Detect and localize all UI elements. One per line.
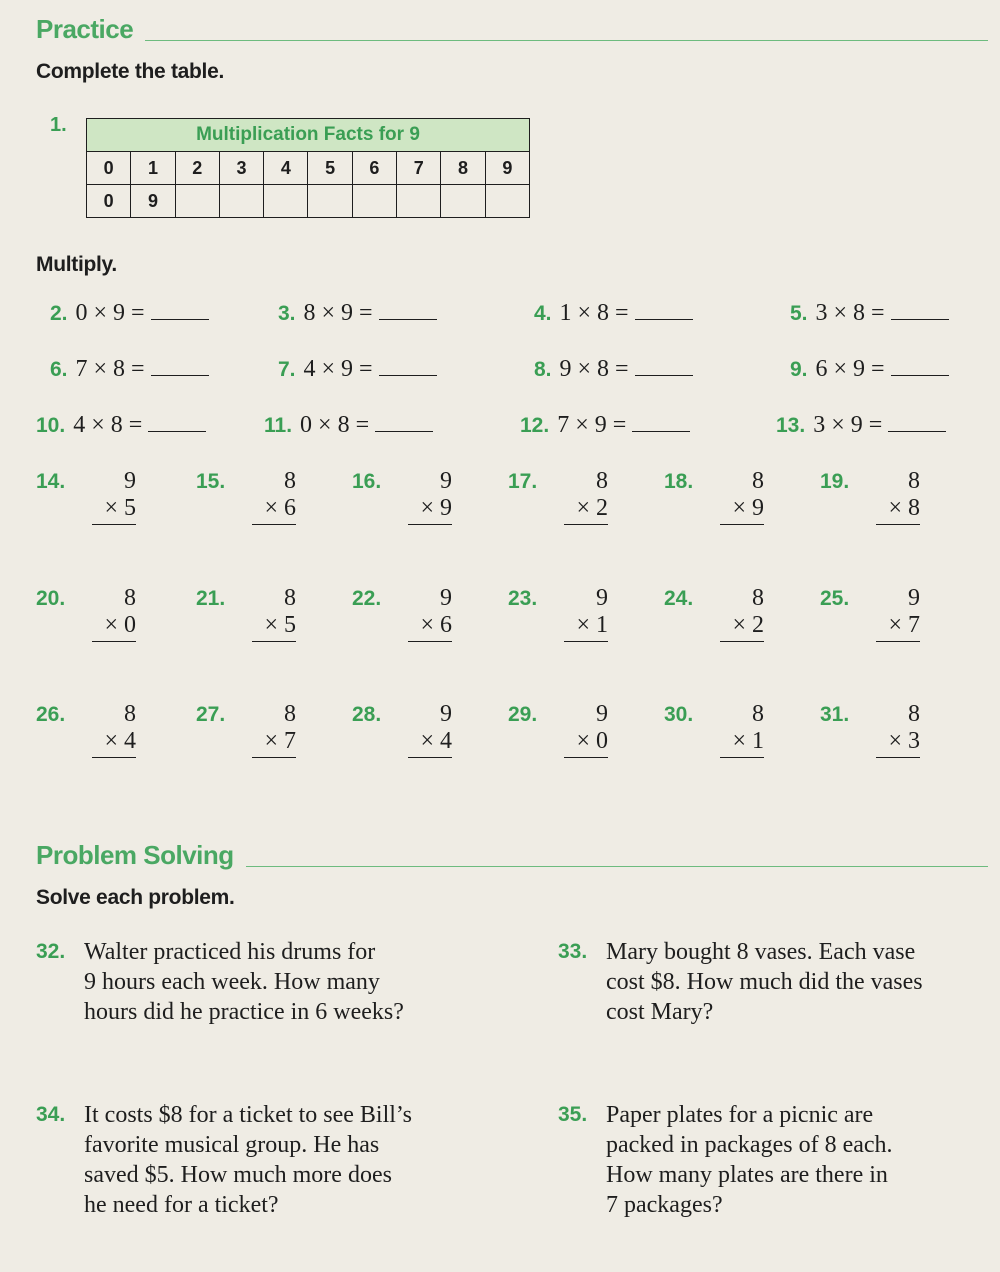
problem-number: 10. [36, 414, 66, 437]
bottom-factor: × 5 [252, 612, 296, 642]
practice-header [36, 14, 988, 45]
top-factor: 9 [596, 701, 608, 727]
bottom-factor: × 2 [564, 495, 608, 525]
problem-text-line: Mary bought 8 vases. Each vase [606, 939, 916, 965]
answer-blank[interactable] [632, 413, 690, 432]
problem-number: 35. [558, 1103, 588, 1126]
bottom-factor: × 2 [720, 612, 764, 642]
problem-number: 26. [36, 703, 66, 726]
problem-solving-header [36, 840, 988, 871]
vertical-problem [36, 468, 136, 538]
table-answer-blank[interactable] [308, 185, 352, 218]
problem-text-line: It costs $8 for a ticket to see Bill’s [84, 1102, 412, 1128]
vertical-problem [664, 585, 764, 655]
table-header-cell: 7 [397, 152, 441, 185]
problem-text-line: cost $8. How much did the vases [606, 969, 923, 995]
table-answer-blank[interactable] [352, 185, 396, 218]
horizontal-problem [50, 356, 209, 383]
vertical-problem [36, 701, 136, 771]
problem-number: 31. [820, 703, 850, 726]
problem-stack [720, 585, 764, 642]
problem-stack [720, 468, 764, 525]
table-answer-blank[interactable] [397, 185, 441, 218]
top-factor: 8 [596, 468, 608, 494]
table-answer-blank[interactable] [441, 185, 485, 218]
problem-number: 29. [508, 703, 538, 726]
table-answer-blank[interactable] [175, 185, 219, 218]
practice-rule [145, 40, 988, 41]
problem-text-line: 7 packages? [606, 1192, 723, 1218]
table-header-row [87, 152, 530, 185]
table-header-cell: 6 [352, 152, 396, 185]
problem-expression: 9 × 8 = [559, 356, 629, 382]
top-factor: 8 [284, 585, 296, 611]
problem-text-line: How many plates are there in [606, 1162, 888, 1188]
problem-stack [876, 585, 920, 642]
answer-blank[interactable] [148, 413, 206, 432]
bottom-factor: × 1 [564, 612, 608, 642]
problem-number: 13. [776, 414, 806, 437]
vertical-problem [664, 468, 764, 538]
problem-number: 34. [36, 1103, 66, 1126]
table-header-cell: 3 [219, 152, 263, 185]
multiplication-table [86, 118, 530, 218]
problem-stack [876, 701, 920, 758]
answer-blank[interactable] [151, 301, 209, 320]
table-header-cell: 8 [441, 152, 485, 185]
bottom-factor: × 0 [92, 612, 136, 642]
problem-stack [92, 468, 136, 525]
top-factor: 9 [596, 585, 608, 611]
table-answer-row [87, 185, 530, 218]
problem-number: 18. [664, 470, 694, 493]
vertical-problem [196, 585, 296, 655]
problem-number: 22. [352, 587, 382, 610]
problem-text-line: 9 hours each week. How many [84, 969, 380, 995]
practice-title: Practice [36, 14, 134, 44]
vertical-problem [352, 701, 452, 771]
problem-number: 12. [520, 414, 550, 437]
answer-blank[interactable] [891, 301, 949, 320]
problem-expression: 3 × 9 = [813, 412, 883, 438]
table-header-cell: 4 [264, 152, 308, 185]
problem-expression: 0 × 8 = [300, 412, 370, 438]
vertical-problem [196, 701, 296, 771]
problem-text [84, 937, 496, 1027]
problem-number: 32. [36, 940, 66, 963]
top-factor: 8 [284, 468, 296, 494]
problem-text-line: Paper plates for a picnic are [606, 1102, 874, 1128]
table-answer-blank[interactable] [219, 185, 263, 218]
table-answer-cell: 0 [87, 185, 131, 218]
bottom-factor: × 9 [720, 495, 764, 525]
top-factor: 9 [440, 701, 452, 727]
problem-text-line: packed in packages of 8 each. [606, 1132, 893, 1158]
problem-text-line: Walter practiced his drums for [84, 939, 376, 965]
problem-stack [408, 468, 452, 525]
horizontal-problem [264, 412, 433, 439]
vertical-problem [820, 585, 920, 655]
vertical-problem [820, 468, 920, 538]
bottom-factor: × 1 [720, 728, 764, 758]
word-problem [558, 1100, 994, 1220]
bottom-factor: × 6 [408, 612, 452, 642]
table-header-cell: 9 [485, 152, 529, 185]
problem-number: 9. [790, 358, 808, 381]
answer-blank[interactable] [375, 413, 433, 432]
problem-number: 8. [534, 358, 552, 381]
answer-blank[interactable] [635, 357, 693, 376]
bottom-factor: × 8 [876, 495, 920, 525]
problem-stack [92, 585, 136, 642]
vertical-problem [508, 585, 608, 655]
top-factor: 8 [908, 468, 920, 494]
problem-stack [252, 701, 296, 758]
bottom-factor: × 7 [876, 612, 920, 642]
vertical-problem [508, 701, 608, 771]
horizontal-problem [520, 412, 690, 439]
problem-expression: 3 × 8 = [815, 300, 885, 326]
multiply-label: Multiply. [36, 253, 117, 276]
problem-text-line: saved $5. How much more does [84, 1162, 392, 1188]
answer-blank[interactable] [888, 413, 946, 432]
top-factor: 8 [752, 701, 764, 727]
vertical-problem [664, 701, 764, 771]
problem-expression: 1 × 8 = [559, 300, 629, 326]
problem-text-line: cost Mary? [606, 999, 714, 1025]
top-factor: 9 [124, 468, 136, 494]
bottom-factor: × 4 [408, 728, 452, 758]
vertical-problem [352, 585, 452, 655]
word-problem [36, 937, 496, 1027]
top-factor: 8 [752, 585, 764, 611]
problem-number: 1. [50, 114, 67, 136]
problem-number: 28. [352, 703, 382, 726]
problem-number: 27. [196, 703, 226, 726]
horizontal-problem [790, 356, 949, 383]
problem-text [606, 1100, 994, 1220]
practice-instruction: Complete the table. [36, 60, 224, 83]
top-factor: 8 [124, 701, 136, 727]
bottom-factor: × 5 [92, 495, 136, 525]
problem-stack [564, 701, 608, 758]
horizontal-problem [776, 412, 946, 439]
vertical-problem [352, 468, 452, 538]
bottom-factor: × 0 [564, 728, 608, 758]
problem-expression: 8 × 9 = [303, 300, 373, 326]
horizontal-problem [50, 300, 209, 327]
problem-solving-instruction: Solve each problem. [36, 886, 235, 909]
word-problem [558, 937, 994, 1027]
vertical-problem [820, 701, 920, 771]
problem-expression: 6 × 9 = [815, 356, 885, 382]
problem-number: 20. [36, 587, 66, 610]
problem-expression: 4 × 9 = [303, 356, 373, 382]
answer-blank[interactable] [379, 357, 437, 376]
top-factor: 8 [284, 701, 296, 727]
table-header-cell: 2 [175, 152, 219, 185]
word-problem [36, 1100, 496, 1220]
horizontal-problem [534, 356, 693, 383]
table-header-cell: 0 [87, 152, 131, 185]
horizontal-problem [790, 300, 949, 327]
problem-number: 7. [278, 358, 296, 381]
problem-stack [408, 585, 452, 642]
problem-stack [720, 701, 764, 758]
problem-expression: 7 × 8 = [75, 356, 145, 382]
problem-stack [252, 468, 296, 525]
problem-number: 23. [508, 587, 538, 610]
problem-number: 5. [790, 302, 808, 325]
vertical-problem [196, 468, 296, 538]
problem-text [606, 937, 994, 1027]
problem-stack [564, 585, 608, 642]
problem-number: 19. [820, 470, 850, 493]
problem-stack [564, 468, 608, 525]
problem-number: 21. [196, 587, 226, 610]
problem-expression: 4 × 8 = [73, 412, 143, 438]
answer-blank[interactable] [891, 357, 949, 376]
bottom-factor: × 9 [408, 495, 452, 525]
top-factor: 8 [752, 468, 764, 494]
problem-number: 2. [50, 302, 68, 325]
top-factor: 8 [908, 701, 920, 727]
problem-number: 3. [278, 302, 296, 325]
problem-text-line: favorite musical group. He has [84, 1132, 380, 1158]
problem-solving-title: Problem Solving [36, 840, 234, 870]
problem-text [84, 1100, 496, 1220]
problem-text-line: he need for a ticket? [84, 1192, 279, 1218]
horizontal-problem [36, 412, 206, 439]
problem-number: 16. [352, 470, 382, 493]
vertical-problem [36, 585, 136, 655]
problem-expression: 0 × 9 = [75, 300, 145, 326]
problem-solving-rule [246, 866, 988, 867]
horizontal-problem [278, 356, 437, 383]
problem-number: 4. [534, 302, 552, 325]
table-header-cell: 1 [131, 152, 175, 185]
vertical-problem [508, 468, 608, 538]
problem-number: 15. [196, 470, 226, 493]
answer-blank[interactable] [379, 301, 437, 320]
bottom-factor: × 7 [252, 728, 296, 758]
bottom-factor: × 4 [92, 728, 136, 758]
answer-blank[interactable] [151, 357, 209, 376]
problem-text-line: hours did he practice in 6 weeks? [84, 999, 404, 1025]
answer-blank[interactable] [635, 301, 693, 320]
problem-number: 6. [50, 358, 68, 381]
problem-number: 33. [558, 940, 588, 963]
top-factor: 9 [908, 585, 920, 611]
problem-expression: 7 × 9 = [557, 412, 627, 438]
problem-stack [876, 468, 920, 525]
problem-stack [252, 585, 296, 642]
problem-number: 25. [820, 587, 850, 610]
bottom-factor: × 3 [876, 728, 920, 758]
problem-number: 24. [664, 587, 694, 610]
problem-number: 17. [508, 470, 538, 493]
problem-number: 14. [36, 470, 66, 493]
table-answer-cell: 9 [131, 185, 175, 218]
table-header-cell: 5 [308, 152, 352, 185]
table-caption: Multiplication Facts for 9 [87, 119, 530, 152]
top-factor: 9 [440, 585, 452, 611]
problem-stack [408, 701, 452, 758]
top-factor: 9 [440, 468, 452, 494]
horizontal-problem [534, 300, 693, 327]
problem-number: 11. [264, 414, 293, 437]
table-answer-blank[interactable] [485, 185, 529, 218]
top-factor: 8 [124, 585, 136, 611]
problem-number: 30. [664, 703, 694, 726]
table-answer-blank[interactable] [264, 185, 308, 218]
bottom-factor: × 6 [252, 495, 296, 525]
horizontal-problem [278, 300, 437, 327]
problem-stack [92, 701, 136, 758]
